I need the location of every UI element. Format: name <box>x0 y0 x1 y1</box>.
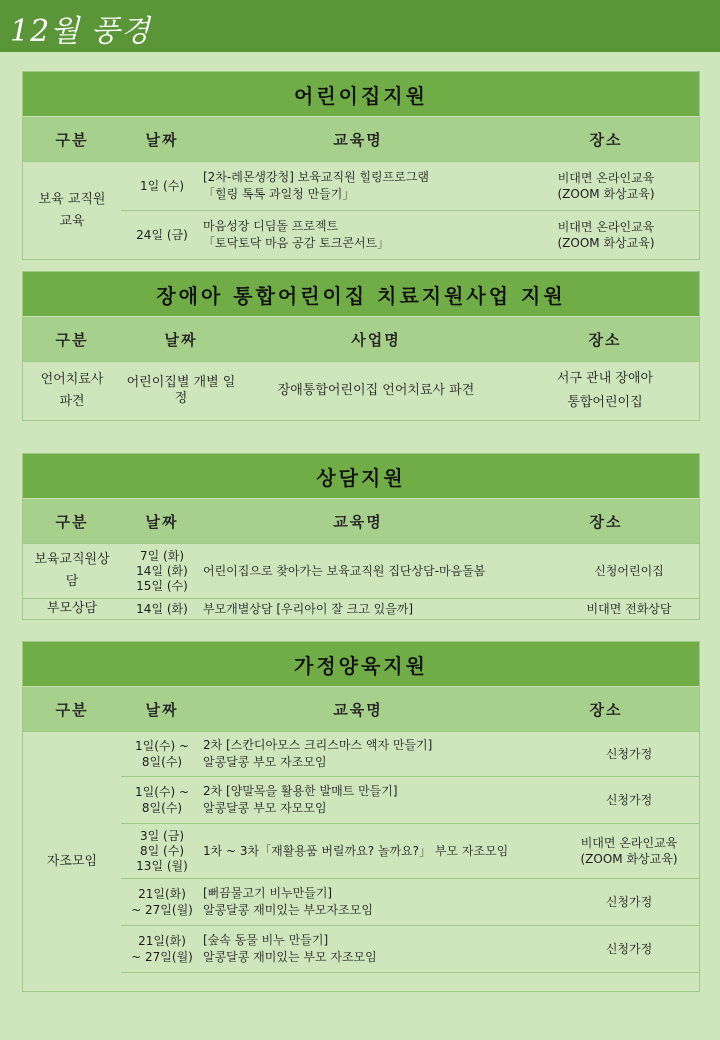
section-therapy-support <box>22 271 700 421</box>
page-title: 12월 풍경 <box>10 14 151 49</box>
date-line: ~ 27일(월) <box>131 950 193 964</box>
header-place: 장소 <box>588 330 622 349</box>
category-line: 담 <box>65 574 79 589</box>
program-cell: 부모개별상담 [우리아이 잘 크고 있을까] <box>203 601 414 616</box>
place-line: 서구 관내 장애아 <box>556 371 654 386</box>
date-line: 15일 (수) <box>136 578 188 593</box>
program-cell: 1차 ~ 3차「재활용품 버릴까요? 놀까요?」 부모 자조모임 <box>203 843 509 858</box>
table-row <box>121 878 699 925</box>
date-line: 1일(수) ~ <box>134 785 190 799</box>
program-line: 알콩달콩 재미있는 부모자조모임 <box>203 903 373 917</box>
section-title: 가정양육지원 <box>23 642 699 686</box>
table-row <box>23 361 699 420</box>
section-title: 어린이집지원 <box>23 72 699 116</box>
title-bar <box>0 0 720 52</box>
table-row <box>121 162 699 210</box>
date-line: ~ 27일(월) <box>131 903 193 917</box>
date-cell: 24일 (금) <box>136 228 188 242</box>
program-line: 알콩달콩 재미있는 부모 자조모임 <box>203 950 377 964</box>
project-cell: 장애통합어린이집 언어치료사 파견 <box>277 383 475 398</box>
header-program: 교육명 <box>333 130 383 149</box>
program-line: 「힐링 톡톡 과일청 만들기」 <box>203 187 355 201</box>
table-row <box>23 543 699 598</box>
table-row <box>121 732 699 776</box>
place-cell: 신청가정 <box>605 895 653 909</box>
program-line: [뻐끔물고기 비누만들기] <box>203 886 333 900</box>
place-cell: 신청가정 <box>605 747 653 761</box>
date-line: 13일 (월) <box>136 858 188 873</box>
date-cell: 1일 (수) <box>140 179 184 193</box>
table-row <box>121 925 699 972</box>
date-line: 8일(수) <box>141 801 183 815</box>
date-cell: 14일 (화) <box>136 602 188 616</box>
place-line: (ZOOM 화상교육) <box>557 187 655 201</box>
header-date: 날짜 <box>164 330 198 349</box>
column-headers <box>23 498 699 543</box>
category-line: 파견 <box>59 394 85 409</box>
header-date: 날짜 <box>145 130 179 149</box>
section-title: 상담지원 <box>23 454 699 498</box>
header-date: 날짜 <box>145 512 179 531</box>
program-line: [2차-레몬생강청] 보육교직원 힐링프로그램 <box>203 170 430 184</box>
date-line: 8일(수) <box>141 755 183 769</box>
place-cell: 신청가정 <box>605 942 653 956</box>
date-line: 14일 (화) <box>136 563 188 578</box>
section-daycare-support <box>22 71 700 260</box>
program-cell: 어린이집으로 찾아가는 보육교직원 집단상담-마음돌봄 <box>203 563 486 578</box>
program-line: 2차 [스칸디아모스 크리스마스 액자 만들기] <box>203 738 433 752</box>
header-project: 사업명 <box>351 330 401 349</box>
place-line: (ZOOM 화상교육) <box>557 236 655 250</box>
place-cell: 신청가정 <box>605 793 653 807</box>
program-line: 알콩달콩 부모 자조모임 <box>203 755 327 769</box>
section-counseling-support <box>22 453 700 620</box>
date-line: 3일 (금) <box>140 828 184 843</box>
table-row-empty <box>121 972 699 991</box>
column-headers <box>23 686 699 731</box>
date-line: 1일(수) ~ <box>134 739 190 753</box>
place-line: 비대면 온라인교육 <box>557 220 655 234</box>
date-line: 8일 (수) <box>140 843 184 858</box>
group-label: 자조모임 <box>46 853 98 869</box>
date-line: 21일(화) <box>138 887 186 901</box>
group-label: 보육 교직원 교육 <box>38 191 106 229</box>
column-headers <box>23 116 699 161</box>
program-line: 알콩달콩 부모 자모모임 <box>203 801 327 815</box>
program-line: 「토닥토닥 마음 공감 토크콘서트」 <box>203 236 390 250</box>
header-place: 장소 <box>589 512 623 531</box>
table-row <box>23 598 699 619</box>
table-row <box>121 823 699 878</box>
date-line: 7일 (화) <box>140 548 184 563</box>
category-cell: 부모상담 <box>46 601 98 616</box>
program-line: 2차 [양말목을 활용한 발매트 만들기] <box>203 784 398 798</box>
table-row <box>121 210 699 259</box>
header-category: 구분 <box>55 130 89 149</box>
header-place: 장소 <box>589 700 623 719</box>
header-category: 구분 <box>55 512 89 531</box>
category-line: 언어치료사 <box>40 372 104 387</box>
program-line: [숲속 동물 비누 만들기] <box>203 933 329 947</box>
place-cell: 신청어린이집 <box>594 564 664 578</box>
place-cell: 비대면 전화상담 <box>586 602 672 616</box>
place-line: 통합어린이집 <box>567 395 643 410</box>
section-home-parenting-support <box>22 641 700 992</box>
place-line: 비대면 온라인교육 <box>580 836 678 850</box>
header-place: 장소 <box>589 130 623 149</box>
program-line: 마음성장 디딤돌 프로젝트 <box>203 219 339 233</box>
date-line: 21일(화) <box>138 934 186 948</box>
column-headers <box>23 316 699 361</box>
header-program: 교육명 <box>333 700 383 719</box>
category-line: 보육교직원상 <box>34 552 110 567</box>
date-cell: 어린이집별 개별 일정 <box>126 375 236 406</box>
section-title: 장애아 통합어린이집 치료지원사업 지원 <box>23 272 699 316</box>
place-line: (ZOOM 화상교육) <box>580 852 678 866</box>
header-program: 교육명 <box>333 512 383 531</box>
header-category: 구분 <box>55 330 89 349</box>
table-row <box>121 776 699 823</box>
header-date: 날짜 <box>145 700 179 719</box>
header-category: 구분 <box>55 700 89 719</box>
place-line: 비대면 온라인교육 <box>557 171 655 185</box>
